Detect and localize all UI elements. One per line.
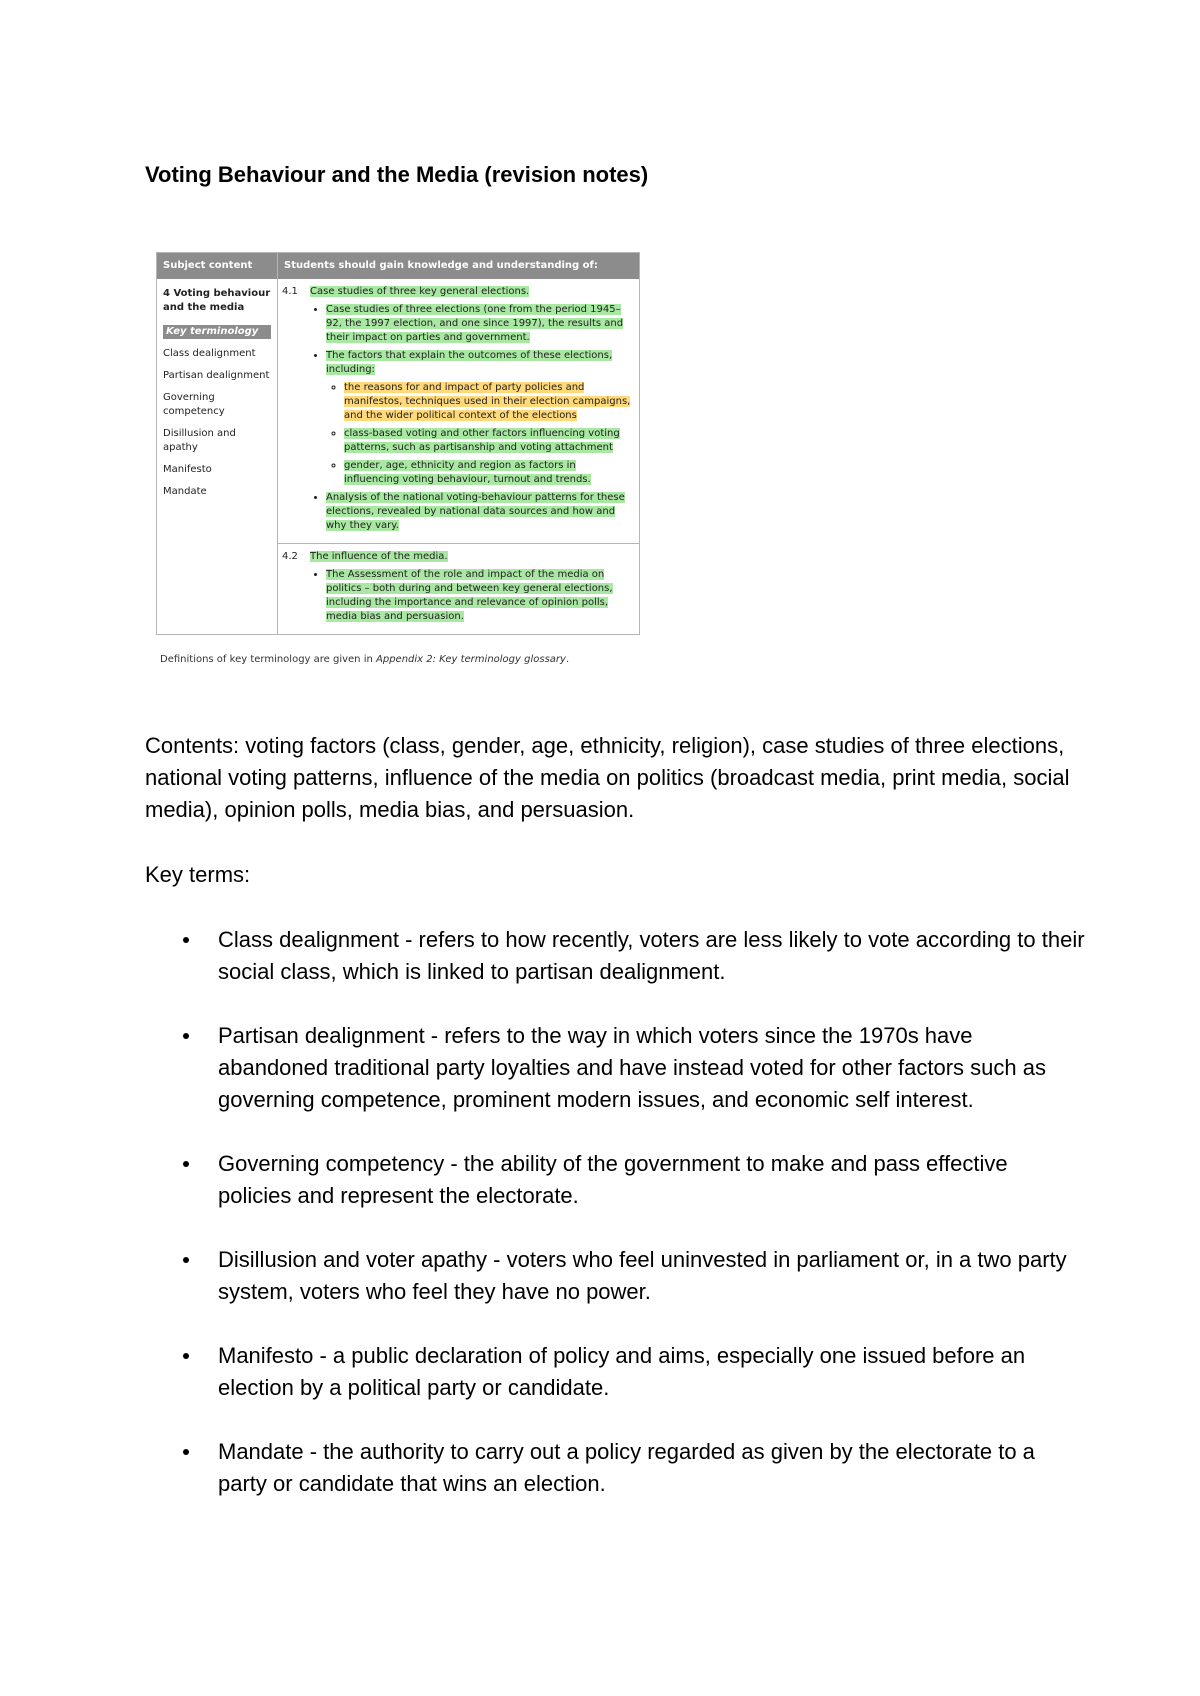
section-title: The influence of the media. [310, 551, 448, 562]
spec-left-column [157, 279, 278, 634]
key-terminology-label: Key terminology [163, 325, 271, 339]
header-subject: Subject content [157, 253, 278, 279]
section-4-2 [278, 543, 639, 634]
spec-term: Manifesto [163, 464, 212, 475]
header-students: Students should gain knowledge and understanding of: [284, 260, 598, 271]
spec-table-header [157, 253, 639, 279]
spec-footnote: Definitions of key terminology are given in Appendix 2: Key terminology glossary. [160, 654, 570, 665]
list-item: • The factors that explain the outcomes of these elections, including: ◦ the reasons for and impact of party policies and manifestos, techniques used in their election campaigns, and the wider political context of the elections ◦ class-based voting and other factors influencing voting patterns, such as partisanship and voting attachment ◦ gender, age, ethnicity and region as factors in influencing voting behaviour, turnout and trends. [326, 349, 633, 487]
bullet-icon [183, 937, 189, 943]
list-item: Governing competency - the ability of the government to make and pass effective policies and represent the electorate. [145, 1148, 1085, 1212]
bullet-icon [183, 1161, 189, 1167]
list-item: ◦ class-based voting and other factors influencing voting patterns, such as partisanship and voting attachment [344, 427, 633, 455]
section-4-1 [278, 279, 639, 543]
document-title: Voting Behaviour and the Media (revision notes) [145, 162, 649, 187]
list-item: Disillusion and voter apathy - voters who feel uninvested in parliament or, in a two party system, voters who feel they have no power. [145, 1244, 1085, 1308]
bullet-icon [183, 1353, 189, 1359]
spec-table-image [156, 252, 640, 635]
subject-name: 4 Voting behaviour and the media [163, 288, 271, 313]
spec-table-body [157, 279, 639, 634]
bullet-icon [183, 1257, 189, 1263]
section-number: 4.1 [282, 286, 298, 297]
list-item: ◦ the reasons for and impact of party policies and manifestos, techniques used in their election campaigns, and the wider political context of the elections [344, 381, 633, 423]
list-item: Class dealignment - refers to how recently, voters are less likely to vote according to their social class, which is linked to partisan dealignment. [145, 924, 1085, 988]
key-terms-list [145, 924, 1085, 1532]
bullet-icon [183, 1033, 189, 1039]
list-item: • Case studies of three elections (one from the period 1945–92, the 1997 election, and one since 1997), the results and their impact on parties and government. [326, 303, 633, 345]
spec-term: Governing competency [163, 392, 225, 417]
bullet-icon [183, 1449, 189, 1455]
spec-term: Mandate [163, 486, 207, 497]
section-title: Case studies of three key general elections. [310, 286, 530, 297]
spec-term: Class dealignment [163, 348, 256, 359]
key-terms-label: Key terms: [145, 862, 251, 887]
list-item: Mandate - the authority to carry out a policy regarded as given by the electorate to a party or candidate that wins an election. [145, 1436, 1085, 1500]
list-item: Partisan dealignment - refers to the way in which voters since the 1970s have abandoned traditional party loyalties and have instead voted for other factors such as governing competence, prominent modern issues, and economic self interest. [145, 1020, 1085, 1116]
spec-term: Disillusion and apathy [163, 428, 236, 453]
spec-right-column [278, 279, 639, 634]
section-number: 4.2 [282, 551, 298, 562]
contents-paragraph: Contents: voting factors (class, gender, age, ethnicity, religion), case studies of three elections, national voting patterns, influence of the media on politics (broadcast media, print media, social media), opinion polls, media bias, and persuasion. [145, 733, 1070, 822]
list-item: ◦ gender, age, ethnicity and region as factors in influencing voting behaviour, turnout and trends. [344, 459, 633, 487]
list-item: • The Assessment of the role and impact of the media on politics – both during and between key general elections, including the importance and relevance of opinion polls, media bias and persuasion. [326, 568, 633, 624]
list-item: Manifesto - a public declaration of policy and aims, especially one issued before an election by a political party or candidate. [145, 1340, 1085, 1404]
spec-term: Partisan dealignment [163, 370, 270, 381]
list-item: • Analysis of the national voting-behaviour patterns for these elections, revealed by national data sources and how and why they vary. [326, 491, 633, 533]
